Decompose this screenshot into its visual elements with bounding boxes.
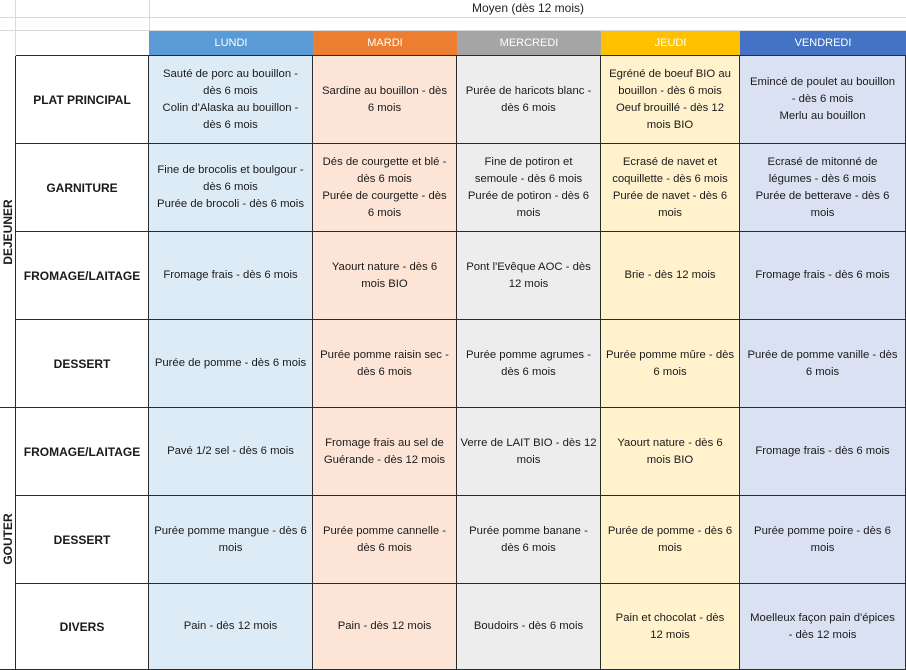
- menu-cell-vendredi[interactable]: [740, 144, 906, 232]
- menu-cell-jeudi[interactable]: [601, 496, 740, 584]
- menu-line: 6 mois: [805, 365, 840, 378]
- menu-line: Fromage frais - dès 6 mois: [163, 269, 298, 281]
- menu-line: Purée de courgette - dès: [322, 189, 447, 202]
- menu-line: Pain et chocolat - dès: [615, 611, 725, 624]
- menu-line: Yaourt nature - dès 6: [617, 436, 723, 449]
- row-label-dessert: DESSERT: [16, 496, 149, 584]
- menu-cell-text: [460, 435, 596, 469]
- menu-cell-text: [624, 267, 715, 284]
- menu-cell-lundi[interactable]: [149, 232, 313, 320]
- menu-line: Purée pomme poire - dès 6: [754, 524, 891, 537]
- menu-line: mois: [516, 453, 541, 466]
- menu-cell-text: [606, 347, 734, 381]
- menu-line: 12 mois: [650, 628, 690, 641]
- menu-cell-text: [750, 74, 895, 125]
- menu-line: dès 6 mois: [501, 365, 556, 378]
- row-label-plat-principal: PLAT PRINCIPAL: [16, 56, 149, 144]
- menu-line: - dès 12 mois: [788, 628, 857, 641]
- menu-line: dès 6 mois: [203, 84, 258, 97]
- menu-cell-jeudi[interactable]: [601, 584, 740, 670]
- menu-line: semoule - dès 6 mois: [474, 172, 583, 185]
- menu-line: légumes - dès 6 mois: [768, 172, 877, 185]
- menu-cell-text: [322, 83, 447, 117]
- section-label-gouter: [0, 408, 16, 670]
- menu-line: Sardine au bouillon - dès: [322, 84, 447, 97]
- menu-line: mois BIO: [646, 453, 694, 466]
- menu-line: - dès 6 mois: [791, 93, 854, 105]
- menu-cell-text: [755, 267, 889, 284]
- menu-line: Purée de pomme - dès 6: [607, 524, 733, 537]
- menu-line: Colin d'Alaska au bouillon -: [162, 101, 299, 114]
- menu-cell-text: [469, 523, 588, 557]
- gridline: [0, 17, 906, 18]
- menu-line: Pain - dès 12 mois: [337, 620, 432, 632]
- menu-cell-jeudi[interactable]: [601, 56, 740, 144]
- menu-cell-text: [466, 259, 591, 293]
- menu-line: Guérande - dès 12 mois: [323, 453, 446, 466]
- menu-line: Oeuf brouillé - dès 12: [615, 101, 724, 114]
- menu-cell-text: [157, 162, 304, 213]
- menu-cell-text: [755, 443, 889, 460]
- menu-line: Ecrasé de mitonné de: [767, 155, 878, 168]
- gridline: [15, 0, 16, 56]
- menu-line: dès 6 mois: [501, 101, 556, 114]
- menu-line: Purée de navet - dès 6: [612, 189, 728, 202]
- menu-line: 6 mois: [367, 206, 402, 219]
- menu-cell-lundi[interactable]: [149, 496, 313, 584]
- menu-line: dès 6 mois: [501, 541, 556, 554]
- menu-line: Purée pomme mûre - dès: [605, 348, 735, 361]
- menu-cell-text: [323, 523, 446, 557]
- menu-cell-text: [474, 618, 583, 635]
- menu-cell-text: [322, 154, 446, 222]
- menu-line: Pain - dès 12 mois: [183, 620, 278, 632]
- menu-line: dès 6 mois: [203, 118, 258, 131]
- menu-cell-jeudi[interactable]: [601, 232, 740, 320]
- menu-cell-mercredi[interactable]: [457, 584, 601, 670]
- row-label-fromage-laitage: FROMAGE/LAITAGE: [16, 232, 149, 320]
- menu-line: Purée pomme raisin sec -: [320, 348, 449, 361]
- menu-line: Fromage frais - dès 6 mois: [755, 445, 890, 457]
- menu-cell-text: [155, 355, 306, 372]
- menu-cell-mardi[interactable]: [313, 584, 457, 670]
- menu-line: Purée pomme mangue - dès 6: [154, 524, 307, 537]
- menu-line: Purée de betterave - dès 6: [755, 189, 890, 202]
- menu-cell-text: [754, 523, 891, 557]
- menu-line: mois: [810, 541, 835, 554]
- menu-cell-text: [324, 435, 445, 469]
- menu-cell-vendredi[interactable]: [740, 496, 906, 584]
- menu-cell-lundi[interactable]: [149, 56, 313, 144]
- row-label-dessert: DESSERT: [16, 320, 149, 408]
- menu-cell-text: [466, 83, 592, 117]
- menu-cell-jeudi[interactable]: [601, 408, 740, 496]
- menu-cell-mardi[interactable]: [313, 56, 457, 144]
- menu-line: coquillette - dès 6 mois: [612, 172, 728, 185]
- menu-cell-text: [163, 66, 299, 134]
- menu-line: bouillon - dès 6 mois: [618, 84, 722, 97]
- menu-line: Verre de LAIT BIO - dès 12: [460, 436, 597, 449]
- menu-line: dès 6 mois: [357, 172, 412, 185]
- menu-cell-text: [616, 610, 725, 644]
- menu-line: dès 6 mois: [357, 541, 412, 554]
- menu-cell-text: [609, 66, 731, 134]
- section-label-text: GOUTER: [0, 512, 15, 565]
- section-label-text: DEJEUNER: [0, 198, 15, 265]
- row-label-fromage-laitage: FROMAGE/LAITAGE: [16, 408, 149, 496]
- menu-cell-mardi[interactable]: [313, 408, 457, 496]
- menu-line: Purée de potiron - dès 6: [467, 189, 590, 202]
- menu-cell-text: [154, 523, 307, 557]
- menu-line: Fromage frais - dès 6 mois: [755, 269, 890, 281]
- day-header-mercredi: MERCREDI: [457, 31, 602, 56]
- menu-cell-text: [167, 443, 294, 460]
- menu-cell-vendredi[interactable]: [740, 232, 906, 320]
- menu-line: Sauté de porc au bouillon -: [162, 67, 298, 80]
- menu-cell-vendredi[interactable]: [740, 56, 906, 144]
- menu-cell-text: [320, 347, 449, 381]
- row-label-divers: DIVERS: [16, 584, 149, 670]
- menu-cell-vendredi[interactable]: [740, 584, 906, 670]
- menu-cell-lundi[interactable]: [149, 320, 313, 408]
- menu-cell-mercredi[interactable]: [457, 232, 601, 320]
- menu-cell-text: [617, 435, 722, 469]
- menu-line: Dés de courgette et blé -: [322, 155, 447, 168]
- menu-line: mois: [658, 206, 682, 219]
- menu-line: Purée pomme banane -: [469, 524, 588, 537]
- menu-line: mois: [658, 541, 682, 554]
- menu-line: mois: [516, 206, 541, 219]
- menu-line: mois BIO: [361, 277, 408, 290]
- menu-cell-text: [756, 154, 890, 222]
- day-header-jeudi: JEUDI: [601, 31, 741, 56]
- menu-line: Purée de haricots blanc -: [465, 84, 592, 97]
- menu-line: Emincé de poulet au bouillon: [749, 76, 896, 88]
- menu-cell-mercredi[interactable]: [457, 496, 601, 584]
- section-label-dejeuner: [0, 56, 16, 408]
- row-label-garniture: GARNITURE: [16, 144, 149, 232]
- menu-line: dès 6 mois: [357, 365, 412, 378]
- menu-cell-mercredi[interactable]: [457, 320, 601, 408]
- menu-line: Purée de pomme - dès 6 mois: [154, 357, 307, 369]
- menu-cell-jeudi[interactable]: [601, 144, 740, 232]
- menu-cell-lundi[interactable]: [149, 144, 313, 232]
- menu-cell-text: [750, 610, 895, 644]
- menu-cell-text: [184, 618, 278, 635]
- menu-line: Brie - dès 12 mois: [624, 269, 716, 281]
- menu-cell-jeudi[interactable]: [601, 320, 740, 408]
- menu-cell-vendredi[interactable]: [740, 408, 906, 496]
- menu-line: Yaourt nature - dès 6: [331, 260, 438, 273]
- menu-line: Pont l'Evêque AOC - dès: [466, 260, 591, 273]
- menu-cell-text: [466, 347, 591, 381]
- menu-line: Pavé 1/2 sel - dès 6 mois: [167, 445, 294, 457]
- menu-line: 12 mois: [508, 277, 549, 290]
- menu-cell-mardi[interactable]: [313, 496, 457, 584]
- menu-line: mois: [218, 541, 243, 554]
- menu-line: Ecrasé de navet et: [622, 155, 718, 168]
- menu-cell-mardi[interactable]: [313, 144, 457, 232]
- menu-line: Purée de brocoli - dès 6 mois: [157, 198, 304, 210]
- menu-cell-text: [608, 523, 732, 557]
- menu-cell-text: [468, 154, 589, 222]
- menu-cell-mercredi[interactable]: [457, 408, 601, 496]
- menu-line: Purée pomme cannelle -: [322, 524, 447, 537]
- day-header-lundi: LUNDI: [149, 31, 314, 56]
- menu-line: 6 mois: [367, 101, 402, 114]
- menu-line: Purée pomme agrumes -: [466, 348, 591, 361]
- menu-line: mois BIO: [646, 118, 694, 131]
- day-header-mardi: MARDI: [313, 31, 458, 56]
- menu-cell-mercredi[interactable]: [457, 56, 601, 144]
- menu-line: Fine de potiron et: [484, 155, 573, 168]
- menu-cell-lundi[interactable]: [149, 408, 313, 496]
- menu-cell-text: [338, 618, 432, 635]
- menu-cell-mardi[interactable]: [313, 320, 457, 408]
- menu-cell-text: [747, 347, 897, 381]
- menu-line: Moelleux façon pain d'épices: [750, 611, 895, 624]
- day-header-vendredi: VENDREDI: [740, 31, 906, 56]
- menu-line: Egréné de boeuf BIO au: [609, 67, 731, 80]
- menu-line: Purée de pomme vanille - dès: [747, 348, 898, 361]
- menu-cell-text: [163, 267, 297, 284]
- menu-cell-mardi[interactable]: [313, 232, 457, 320]
- menu-line: Boudoirs - dès 6 mois: [473, 620, 584, 632]
- menu-line: Fromage frais au sel de: [325, 436, 444, 449]
- menu-line: Merlu au bouillon: [779, 110, 866, 122]
- menu-cell-vendredi[interactable]: [740, 320, 906, 408]
- menu-line: dès 6 mois: [203, 181, 258, 193]
- menu-line: mois: [810, 206, 835, 219]
- menu-title: Moyen (dès 12 mois): [471, 1, 585, 15]
- menu-cell-text: [332, 259, 437, 293]
- menu-cell-lundi[interactable]: [149, 584, 313, 670]
- menu-cell-mercredi[interactable]: [457, 144, 601, 232]
- menu-line: 6 mois: [653, 365, 687, 378]
- menu-cell-text: [612, 154, 728, 222]
- menu-line: Fine de brocolis et boulgour -: [157, 164, 304, 176]
